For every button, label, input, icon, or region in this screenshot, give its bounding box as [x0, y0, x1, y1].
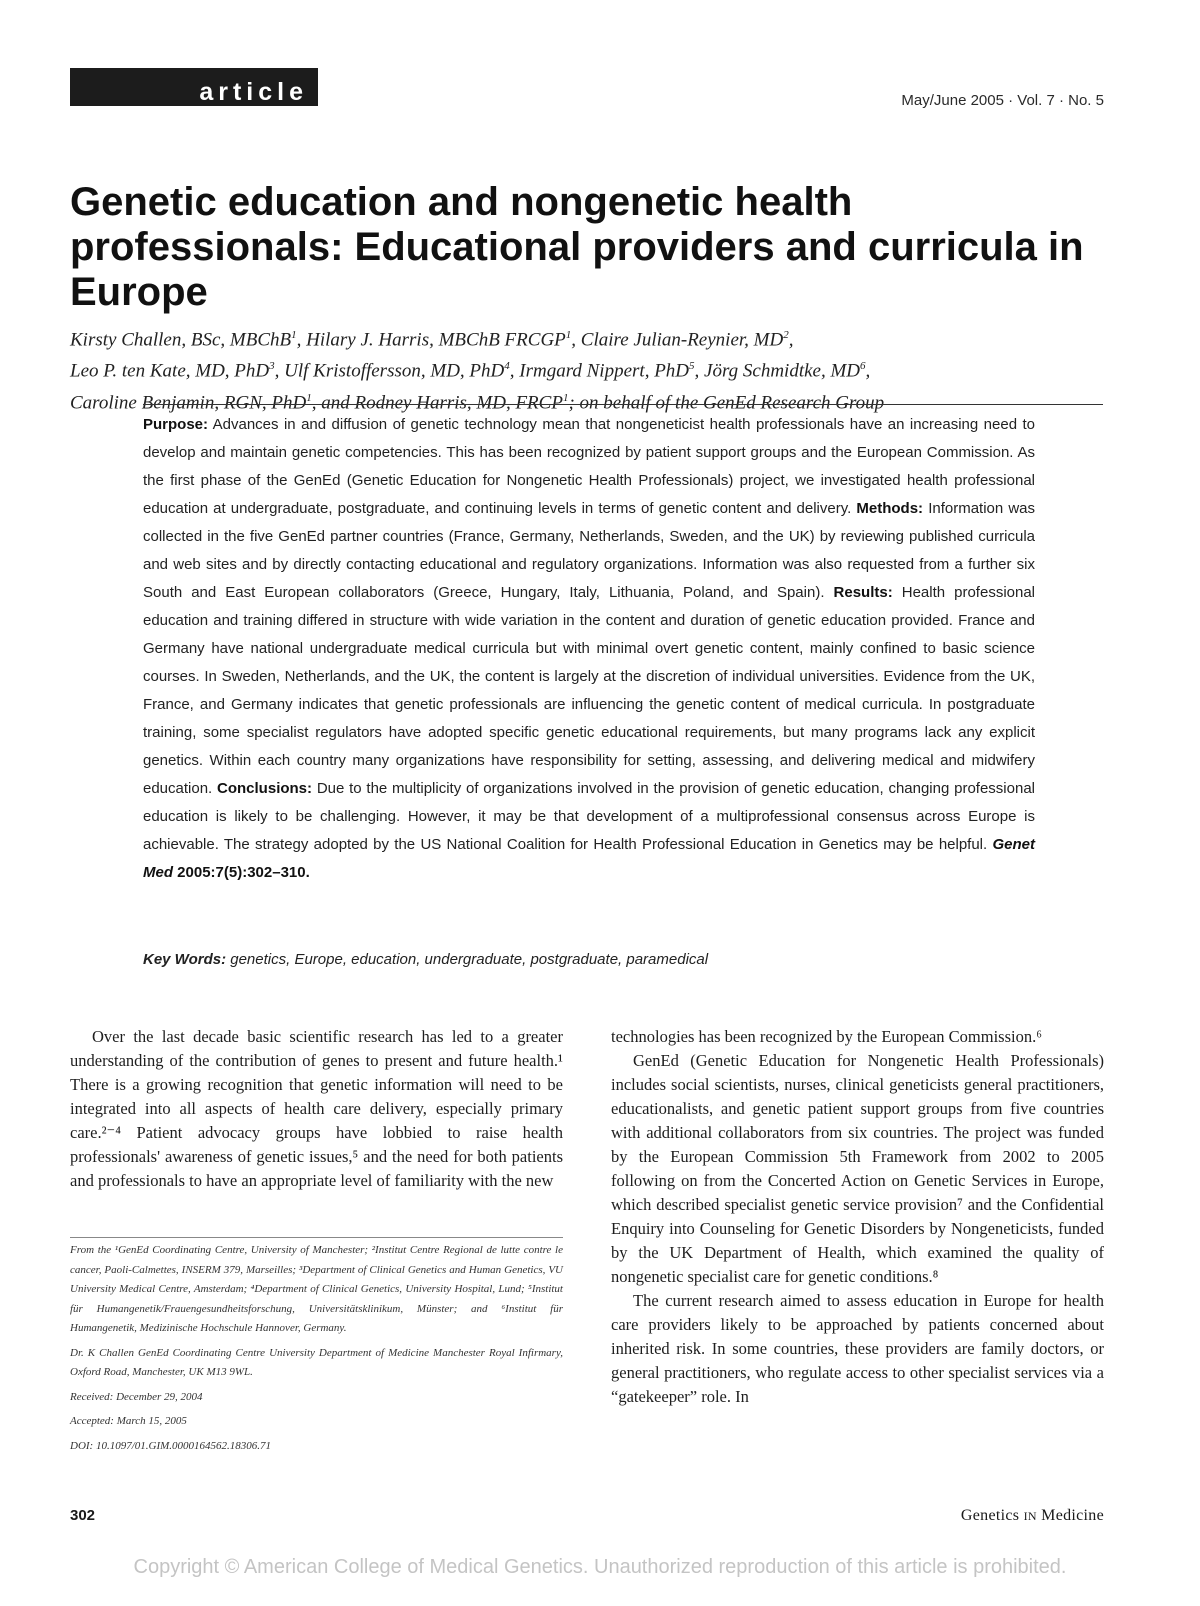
journal-name-part: Medicine — [1041, 1507, 1104, 1524]
article-title: Genetic education and nongenetic health professionals: Educational providers and curricula in Europe — [70, 180, 1084, 314]
affiliation-marker: 6 — [860, 360, 866, 373]
author-name: Claire Julian-Reynier, MD — [580, 329, 784, 351]
page-number: 302 — [70, 1507, 96, 1524]
journal-name-part: Genetics — [960, 1507, 1020, 1524]
accepted-date: Accepted: March 15, 2005 — [70, 1415, 187, 1427]
author-name: Rodney Harris, MD, FRCP — [354, 391, 563, 413]
citation-journal: Genet Med — [143, 836, 1035, 881]
author-name: Jörg Schmidtke, MD — [704, 360, 861, 382]
body-column-left — [70, 1025, 563, 1193]
footnotes — [70, 1241, 563, 1461]
affiliation-marker: 1 — [565, 329, 572, 341]
keywords-label: Key Words: — [143, 951, 227, 968]
affiliation-marker: 2 — [783, 329, 789, 341]
author-name: Ulf Kristoffersson, MD, PhD — [284, 360, 505, 382]
abstract-conclusions-label: Conclusions: — [217, 780, 313, 797]
affiliation-marker: 1 — [291, 329, 297, 341]
body-paragraph: GenEd (Genetic Education for Nongenetic Health Professionals) includes social scientists, nurses, clinical geneticists general practitioners, educationalists, and genetic patient support groups from five countries with additional collaborators from six countries. The project was funded by the European Commission 5th Framework from 2002 to 2005 following on from the Concerted Action on Genetic Services in Europe, which described specialist genetic service provision⁷ and the Confidential Enquiry into Counseling for Genetic Disorders by Nongeneticists, funded by the UK Department of Health, which examined the quality of nongenetic specialist care for genetic conditions.⁸ — [611, 1051, 1104, 1286]
body-paragraph: Over the last decade basic scientific research has led to a greater understanding of the contribution of genes to present and future health.¹ There is a growing recognition that genetic information will need to be integrated into all aspects of health care delivery, especially primary care.²⁻⁴ Patient advocacy groups have lobbied to raise health professionals' awareness of genetic issues,⁵ and the need for both patients and professionals to have an appropriate level of familiarity with the new — [70, 1027, 563, 1190]
affiliations-note: From the ¹GenEd Coordinating Centre, University of Manchester; ²Institut Centre Regional de lutte contre le cancer, Paoli-Calmettes, INSERM 379, Marseilles; ³Department of Clinical Genetics and Human Genetics, VU University Medical Centre, Amsterdam; ⁴Department of Clinical Genetics, University Hospital, Lund; ⁵Institut für Humangenetik/Frauengesundheitsforschung, Universitätsklinikum, Münster; and ⁶Institut für Humangenetik, Medizinische Hochschule Hannover, Germany. — [70, 1244, 563, 1334]
citation-reference: 2005:7(5):302–310. — [177, 864, 310, 881]
author-name: Caroline Benjamin, RGN, PhD — [70, 391, 307, 413]
author-name: Irmgard Nippert, PhD — [519, 360, 690, 382]
abstract — [143, 411, 1035, 887]
affiliation-marker: 1 — [306, 391, 312, 404]
journal-name-part: IN — [1023, 1509, 1037, 1523]
received-date: Received: December 29, 2004 — [70, 1390, 203, 1403]
body-column-right — [611, 1025, 1104, 1409]
affiliation-marker: 3 — [269, 360, 275, 373]
abstract-methods-label: Methods: — [856, 500, 924, 517]
footnote-divider — [70, 1237, 563, 1238]
abstract-conclusions: Due to the multiplicity of organizations involved in the provision of genetic education, changing professional education is likely to be challenging. However, it may be that development of a multiprofessional consensus across Europe is achievable. The strategy adopted by the US National Coalition for Health Professional Education in Genetics may be helpful. — [143, 780, 1035, 853]
author-name: Hilary J. Harris, MBChB FRCGP — [306, 329, 566, 351]
doi: DOI: 10.1097/01.GIM.0000164562.18306.71 — [70, 1439, 272, 1452]
abstract-results-label: Results: — [833, 584, 893, 601]
author-name: Kirsty Challen, BSc, MBChB — [70, 329, 292, 351]
body-paragraph: The current research aimed to assess education in Europe for health care providers likely to be approached by patients concerned about inherited risk. In some countries, these providers are family doctors, or general practitioners, who regulate access to other specialist services via a “gatekeeper” role. In — [611, 1291, 1104, 1406]
abstract-purpose: Advances in and diffusion of genetic technology mean that nongeneticist health professionals have an increasing need to develop and maintain genetic competencies. This has been recognized by patient support groups and the European Commission. As the first phase of the GenEd (Genetic Education for Nongenetic Health Professionals) project, we investigated health professional education at undergraduate, postgraduate, and continuing levels in terms of genetic content and delivery. — [143, 416, 1036, 517]
abstract-methods: Information was collected in the five GenEd partner countries (France, Germany, Netherlands, Sweden, and the UK) by reviewing published curricula and web sites and by directly contacting educational and regulatory organizations. Information was also requested from a further six South and East European collaborators (Greece, Hungary, Italy, Lithuania, Poland, and Spain). — [143, 500, 1036, 601]
author-list: Kirsty Challen, BSc, MBChB$^1$, Hilary J. Harris, MBChB FRCGP$^1$, Claire Julian-Reynier, $MD^2$, Leo P. ten Kate, MD, PhD$^3$, Ulf Kristoffersson, MD, PhD$^4$, Irmgard Nippert, PhD$^5$, Jörg Schmidtke, $MD^6$, Caroline Benjamin, RGN, PhD$^1$, and Rodney Harris, MD, FRCP$^1$; on behalf of the GenEd Research Group — [70, 329, 885, 413]
abstract-divider — [143, 404, 1103, 405]
author-name: Leo P. ten Kate, MD, PhD — [70, 360, 270, 382]
keywords — [143, 946, 1035, 974]
correspondence-note: Dr. K Challen GenEd Coordinating Centre University Department of Medicine Manchester Royal Infirmary, Oxford Road, Manchester, UK M13 9WL. — [70, 1346, 563, 1378]
affiliation-marker: 5 — [689, 360, 695, 373]
research-group: ; on behalf of the GenEd Research Group — [568, 391, 885, 413]
keywords-text: genetics, Europe, education, undergraduate, postgraduate, paramedical — [230, 951, 709, 968]
affiliation-marker: 4 — [504, 360, 510, 373]
abstract-purpose-label: Purpose: — [143, 416, 209, 433]
body-paragraph-continued: technologies has been recognized by the European Commission.⁶ — [611, 1027, 1042, 1046]
abstract-results: Health professional education and training differed in structure with wide variation in the content and duration of genetic education provided. France and Germany have national undergraduate medical curricula but with minimal overt genetic content, mainly confined to basic science courses. In Sweden, Netherlands, and the UK, the content is largely at the discretion of individual universities. Evidence from the UK, France, and Germany indicates that genetic professionals are influencing the genetic content of medical curricula. In postgraduate training, some specialist regulators have adopted specific genetic educational requirements, but many programs lack any explicit genetics. Within each country many organizations have responsibility for setting, assessing, and delivering medical and midwifery education. — [143, 584, 1036, 797]
copyright-notice: Copyright © American College of Medical Genetics. Unauthorized reproduction of this article is prohibited. — [133, 1556, 1067, 1578]
affiliation-marker: 1 — [562, 391, 569, 404]
issue-info: May/June 2005 · Vol. 7 · No. 5 — [901, 92, 1104, 109]
journal-name — [961, 1507, 1104, 1525]
article-type-label: article — [70, 68, 318, 106]
